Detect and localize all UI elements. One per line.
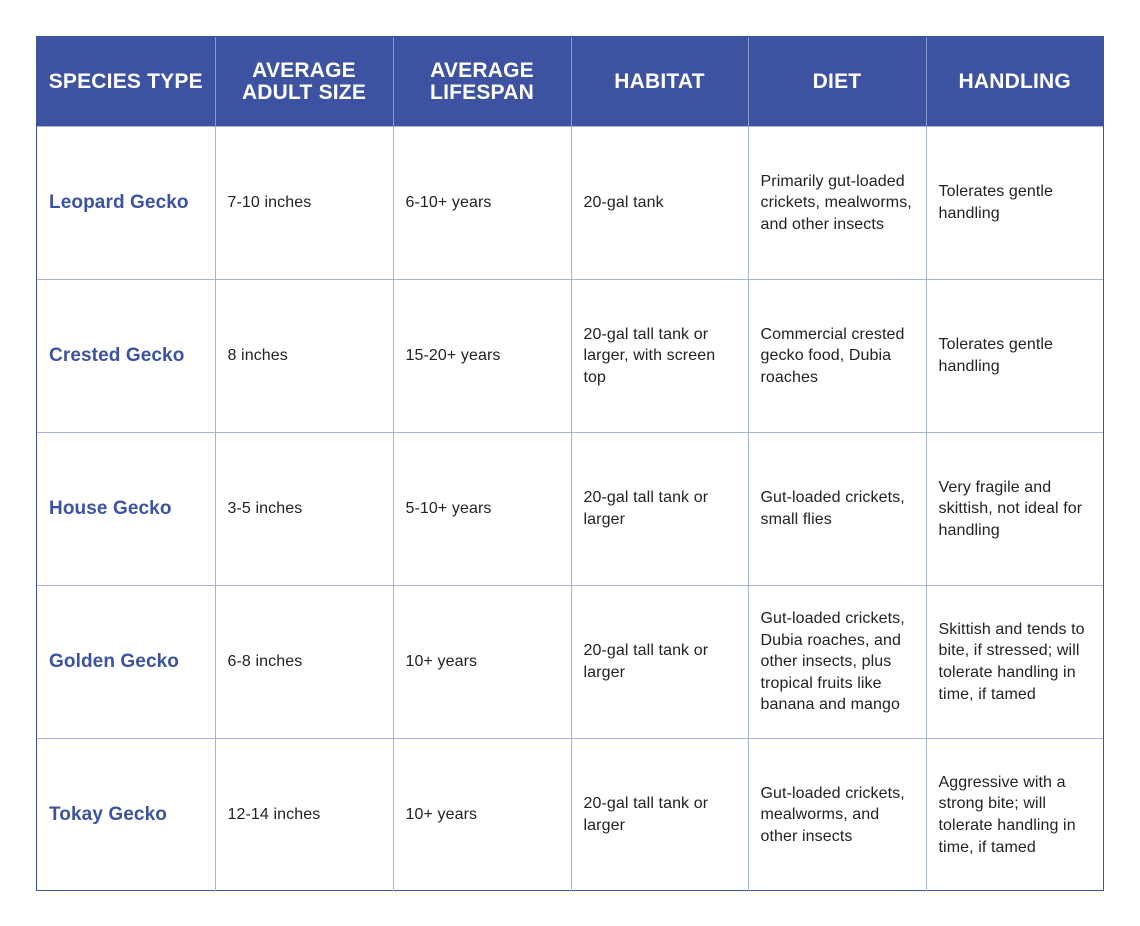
table-row [37, 280, 1103, 433]
lifespan-cell: 10+ years [393, 586, 571, 739]
gecko-comparison-table [37, 37, 1103, 891]
size-cell: 3-5 inches [215, 433, 393, 586]
species-cell: Crested Gecko [37, 280, 215, 433]
size-cell: 6-8 inches [215, 586, 393, 739]
diet-cell: Commercial crested gecko food, Dubia roaches [748, 280, 926, 433]
species-cell: Golden Gecko [37, 586, 215, 739]
lifespan-cell: 15-20+ years [393, 280, 571, 433]
lifespan-cell: 10+ years [393, 739, 571, 892]
handling-cell: Very fragile and skittish, not ideal for handling [926, 433, 1103, 586]
header-diet: DIET [748, 37, 926, 127]
habitat-cell: 20-gal tall tank or larger, with screen top [571, 280, 748, 433]
diet-cell: Gut-loaded crickets, small flies [748, 433, 926, 586]
header-handling: HANDLING [926, 37, 1103, 127]
size-cell: 8 inches [215, 280, 393, 433]
diet-cell: Gut-loaded crickets, mealworms, and other insects [748, 739, 926, 892]
diet-cell: Primarily gut-loaded crickets, mealworms, and other insects [748, 127, 926, 280]
habitat-cell: 20-gal tall tank or larger [571, 739, 748, 892]
size-cell: 12-14 inches [215, 739, 393, 892]
habitat-cell: 20-gal tank [571, 127, 748, 280]
size-cell: 7-10 inches [215, 127, 393, 280]
habitat-cell: 20-gal tall tank or larger [571, 433, 748, 586]
lifespan-cell: 5-10+ years [393, 433, 571, 586]
header-species-type: SPECIES TYPE [37, 37, 215, 127]
header-row [37, 37, 1103, 127]
lifespan-cell: 6-10+ years [393, 127, 571, 280]
diet-cell: Gut-loaded crickets, Dubia roaches, and other insects, plus tropical fruits like banana and mango [748, 586, 926, 739]
species-cell: Leopard Gecko [37, 127, 215, 280]
species-cell: Tokay Gecko [37, 739, 215, 892]
header-average-adult-size: AVERAGE ADULT SIZE [215, 37, 393, 127]
habitat-cell: 20-gal tall tank or larger [571, 586, 748, 739]
header-habitat: HABITAT [571, 37, 748, 127]
handling-cell: Tolerates gentle handling [926, 280, 1103, 433]
handling-cell: Aggressive with a strong bite; will tolerate handling in time, if tamed [926, 739, 1103, 892]
table-row [37, 586, 1103, 739]
table-row [37, 739, 1103, 892]
species-cell: House Gecko [37, 433, 215, 586]
handling-cell: Skittish and tends to bite, if stressed; will tolerate handling in time, if tamed [926, 586, 1103, 739]
header-average-lifespan: AVERAGE LIFESPAN [393, 37, 571, 127]
table-row [37, 433, 1103, 586]
handling-cell: Tolerates gentle handling [926, 127, 1103, 280]
gecko-comparison-table-container [36, 36, 1104, 891]
table-row [37, 127, 1103, 280]
